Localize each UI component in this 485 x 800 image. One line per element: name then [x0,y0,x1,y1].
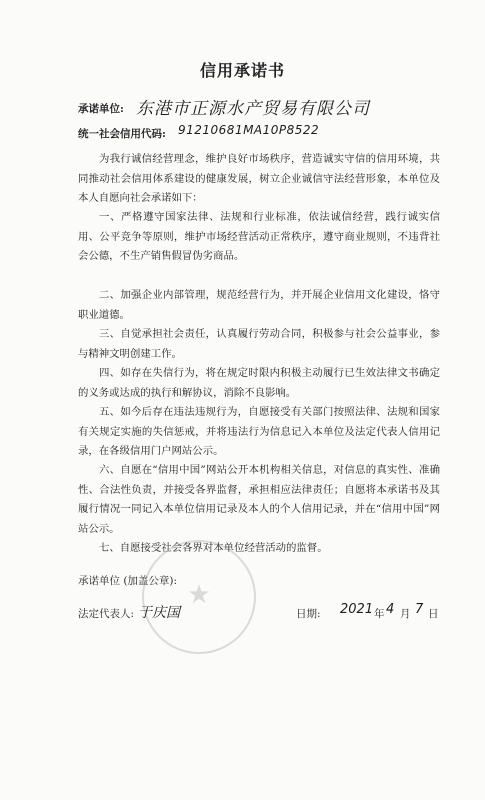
legal-rep-label: 法定代表人: [78,608,135,620]
clause-1: 一、严格遵守国家法律、法规和行业标准，依法诚信经营，践行诚实信用、公平竞争等原则，维护市场经营活动正常秩序，遵守商业规则，不违背社会公德，不生产销售假冒伪劣商品。 [78,211,440,262]
month-char: 月 [400,608,411,620]
page-title: 信用承诺书 [199,61,285,80]
credit-code-handwritten: 91210681MA10P8522 [178,123,320,137]
clause-7: 七、自愿接受社会各界对本单位经营活动的监督。 [99,542,328,554]
date-year: 2021 [340,602,374,617]
unit-label: 承诺单位: [78,103,124,115]
clause-3: 三、自觉承担社会责任，认真履行劳动合同，积极参与社会公益事业，参与精神文明创建工作。 [78,328,440,360]
year-char: 年 [374,608,385,620]
unit-name-handwritten: 东港市正源水产贸易有限公司 [136,99,370,119]
faded-seal-stamp: ★ [142,540,256,654]
seal-label: 承诺单位 (加盖公章): [78,575,178,587]
clause-6: 六、自愿在“信用中国”网站公开本机构相关信息，对信息的真实性、准确性、合法性负责，并接受各界监督，承担相应法律责任；自愿将本承诺书及其履行情况一同记入本单位信用记录及本人的个人信用记录，并在“信用中国”网站公示。 [78,464,440,535]
credit-code-label: 统一社会信用代码: [78,128,166,140]
date-month: 4 [386,602,395,617]
day-char: 日 [428,608,439,620]
date-label: 日期: [296,608,321,620]
legal-rep-signature: 于庆国 [138,605,180,621]
clause-2: 二、加强企业内部管理，规范经营行为，并开展企业信用文化建设，恪守职业道德。 [78,289,440,321]
clause-5: 五、如今后存在违法违规行为，自愿接受有关部门按照法律、法规和国家有关规定实施的失信惩戒，并将违法行为信息记入本单位及法定代表人信用记录，在各级信用门户网站公示。 [78,406,440,457]
date-day: 7 [415,602,424,617]
clause-4: 四、如存在失信行为，将在规定时限内积极主动履行已生效法律文书确定的义务或达成的执行和解协议，消除不良影响。 [78,367,440,399]
intro-paragraph: 为我行诚信经营理念，维护良好市场秩序，营造诚实守信的信用环境，共同推动社会信用体系建设的健康发展，树立企业诚信守法经营形象，本单位及本人自愿向社会承诺如下： [78,153,440,204]
